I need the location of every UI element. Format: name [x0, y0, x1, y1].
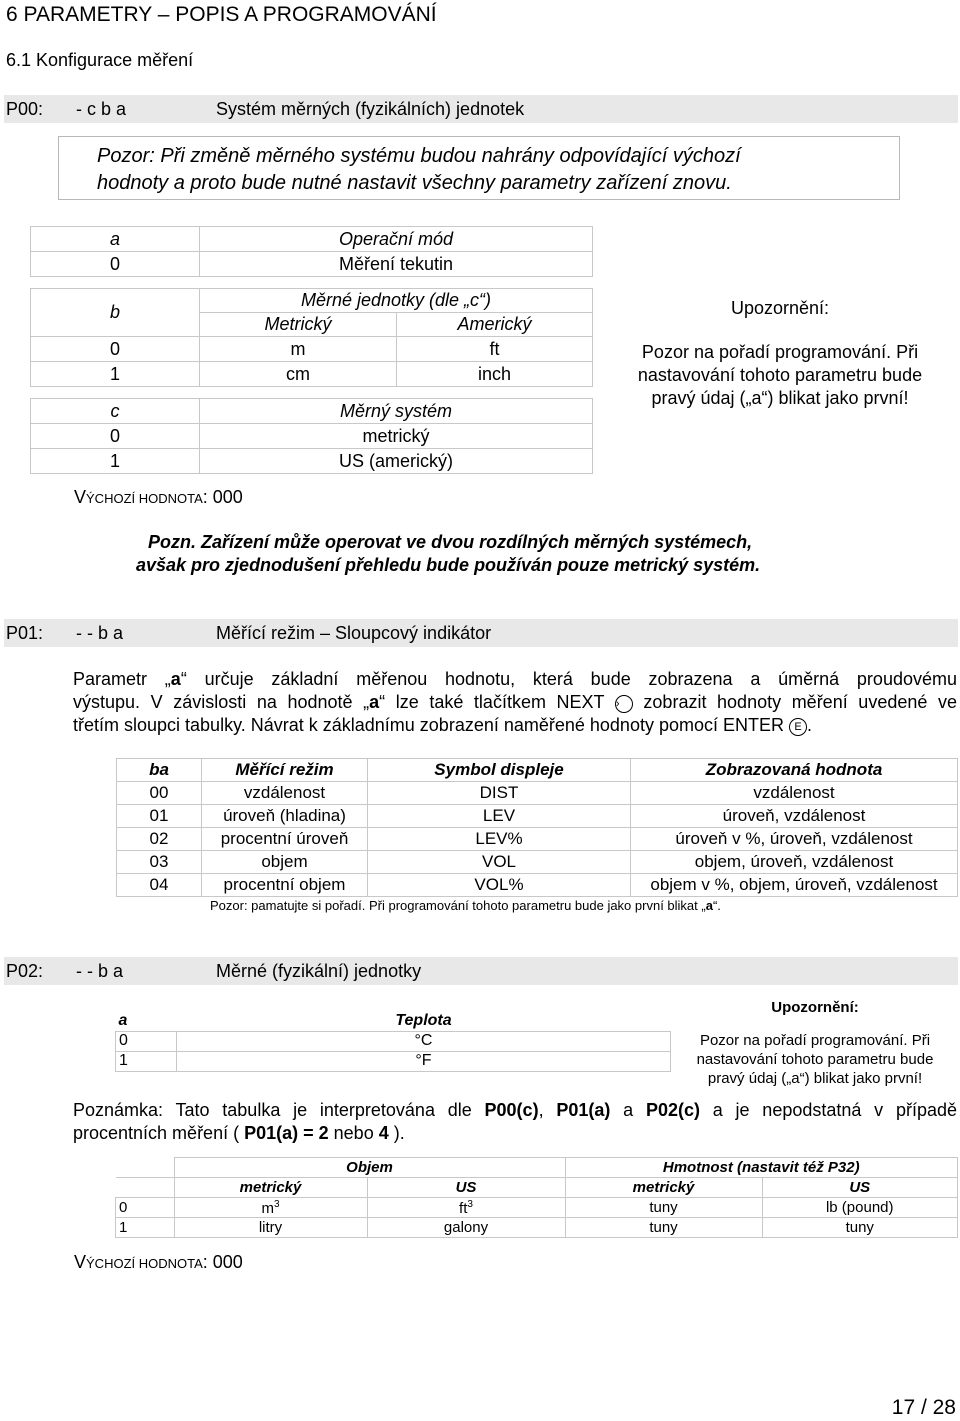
- table-operating-mode: [30, 226, 593, 277]
- table-cell: inch: [397, 362, 593, 387]
- table-cell: tuny: [762, 1218, 958, 1238]
- table-cell: vzdálenost: [631, 782, 958, 805]
- table-cell: tuny: [565, 1218, 762, 1238]
- param-mask: - c b a: [76, 99, 127, 119]
- table-header-label: Operační mód: [200, 227, 593, 252]
- table-cell: metrický: [200, 424, 593, 449]
- next-button-icon: ›: [615, 695, 633, 713]
- text: třetím sloupci tabulky. Návrat k základnímu zobrazení naměřené hodnoty pomocí ENTER: [73, 715, 784, 735]
- notice-line: Pozor na pořadí programování. Při: [641, 342, 919, 362]
- param-mask: - - b a: [76, 961, 124, 981]
- notice-line: Pozor na pořadí programování. Při: [699, 1032, 931, 1049]
- remark-line: avšak pro zjednodušení přehledu bude používán pouze metrický systém.: [136, 555, 761, 575]
- text: nebo: [328, 1123, 379, 1143]
- table-cell: 1: [116, 1051, 177, 1071]
- table-header-label: Měrné jednotky (dle „c“): [200, 289, 593, 313]
- param-title: Měrné (fyzikální) jednotky: [216, 961, 422, 981]
- text-bold: P02(c): [645, 1100, 700, 1120]
- remark-line: Pozn. Zařízení může operovat ve dvou rozdílných měrných systémech,: [148, 532, 753, 552]
- table-cell: 0: [31, 252, 200, 277]
- default-prefix: V: [74, 487, 87, 507]
- table-header-label: Teplota: [177, 1011, 671, 1031]
- table-header: ba: [117, 759, 202, 782]
- notice-line: pravý údaj („a“) blikat jako první!: [707, 1070, 923, 1087]
- table-cell: 03: [117, 851, 202, 874]
- text: a: [610, 1100, 646, 1120]
- table-subheader: US: [367, 1178, 565, 1198]
- table-group-header: Objem: [174, 1158, 565, 1178]
- table-blank: [116, 1158, 175, 1178]
- table-header: Zobrazovaná hodnota: [631, 759, 958, 782]
- subsection-heading: 6.1 Konfigurace měření: [6, 50, 194, 70]
- param-title: Systém měrných (fyzikálních) jednotek: [216, 99, 525, 119]
- param-title: Měřící režim – Sloupcový indikátor: [216, 623, 492, 643]
- param-bar-p01: [4, 619, 958, 647]
- param-bar-p02: [4, 957, 958, 985]
- table-cell: cm: [200, 362, 397, 387]
- table-subheader: metrický: [174, 1178, 367, 1198]
- table-cell: m: [200, 337, 397, 362]
- text-bold: a: [369, 692, 380, 712]
- unit-exponent: 3: [467, 1198, 473, 1210]
- warning-line: hodnoty a proto bude nutné nastavit všechny parametry zařízení znovu.: [97, 172, 732, 194]
- table-cell: tuny: [565, 1198, 762, 1218]
- table-cell: objem: [202, 851, 368, 874]
- default-value-p02: [74, 1252, 243, 1273]
- text: zobrazit hodnoty měření uvedené ve: [643, 692, 957, 712]
- notice-line: pravý údaj („a“) blikat jako první!: [651, 388, 909, 408]
- table-cell: 0: [116, 1198, 175, 1218]
- table-cell: procentní úroveň: [202, 828, 368, 851]
- enter-button-icon: E: [789, 718, 807, 736]
- text: “ lze také tlačítkem NEXT: [379, 692, 605, 712]
- table-cell: ft: [397, 337, 593, 362]
- table-header: Symbol displeje: [368, 759, 631, 782]
- table-volume-mass: [115, 1157, 958, 1238]
- warning-box: [58, 136, 900, 200]
- table-temperature: [115, 1011, 671, 1072]
- p01-footnote: [210, 898, 721, 913]
- notice-line: nastavování tohoto parametru bude: [696, 1051, 934, 1068]
- notice-box-p00: [620, 297, 940, 410]
- table-cell: 02: [117, 828, 202, 851]
- table-header: Měřící režim: [202, 759, 368, 782]
- table-cell: úroveň (hladina): [202, 805, 368, 828]
- default-prefix: V: [74, 1252, 87, 1272]
- table-cell: LEV%: [368, 828, 631, 851]
- unit-text: m: [261, 1199, 274, 1217]
- text-bold: P01(a): [556, 1100, 611, 1120]
- text-bold: 4: [378, 1123, 389, 1143]
- table-cell: litry: [174, 1218, 367, 1238]
- table-units: [30, 288, 593, 387]
- notice-title: Upozornění:: [771, 999, 859, 1016]
- table-header-key: c: [31, 399, 200, 424]
- default-caps: ÝCHOZÍ HODNOTA: [86, 491, 203, 506]
- paragraph-line: [73, 714, 957, 737]
- param-code: P01:: [6, 623, 44, 643]
- page-number: 17 / 28: [891, 1396, 956, 1419]
- table-header-key: b: [31, 289, 200, 337]
- param-code: P02:: [6, 961, 44, 981]
- table-cell: [174, 1198, 367, 1218]
- text-bold: a: [170, 669, 181, 689]
- param-bar-p00: [4, 95, 958, 123]
- table-cell: lb (pound): [762, 1198, 958, 1218]
- table-group-header: Hmotnost (nastavit též P32): [565, 1158, 958, 1178]
- table-subheader: metrický: [565, 1178, 762, 1198]
- text: “.: [712, 898, 721, 913]
- param-code: P00:: [6, 99, 44, 119]
- table-cell: DIST: [368, 782, 631, 805]
- text: “ určuje základní měřenou hodnotu, která bude zobrazena a úměrná proudovému: [180, 669, 957, 689]
- default-value-p00: [74, 487, 243, 508]
- table-subheader: Americký: [397, 313, 593, 337]
- table-cell: Měření tekutin: [200, 252, 593, 277]
- text: Pozor: pamatujte si pořadí. Při programování tohoto parametru bude jako první blikat „: [210, 898, 706, 913]
- table-cell: 1: [31, 449, 200, 474]
- text: Poznámka: Tato tabulka je interpretována dle: [73, 1100, 485, 1120]
- remark: [136, 531, 760, 577]
- table-header-label: Měrný systém: [200, 399, 593, 424]
- table-subheader: US: [762, 1178, 958, 1198]
- text: Parametr „: [73, 669, 171, 689]
- table-cell: 1: [116, 1218, 175, 1238]
- warning-line: Pozor: Při změně měrného systému budou nahrány odpovídající výchozí: [97, 145, 741, 167]
- table-cell: 01: [117, 805, 202, 828]
- table-cell: °C: [177, 1031, 671, 1051]
- table-blank: [116, 1178, 175, 1198]
- table-cell: úroveň v %, úroveň, vzdálenost: [631, 828, 958, 851]
- table-measure-system: [30, 398, 593, 474]
- text-bold: P01(a) = 2: [244, 1123, 329, 1143]
- table-subheader: Metrický: [200, 313, 397, 337]
- param-mask: - - b a: [76, 623, 124, 643]
- table-cell: 1: [31, 362, 200, 387]
- table-header-key: a: [116, 1011, 177, 1031]
- paragraph-line: [73, 691, 957, 714]
- table-header-key: a: [31, 227, 200, 252]
- table-measure-mode: [116, 758, 958, 897]
- text: ,: [538, 1100, 557, 1120]
- unit-exponent: 3: [273, 1198, 280, 1210]
- table-cell: objem, úroveň, vzdálenost: [631, 851, 958, 874]
- notice-title: Upozornění:: [730, 298, 830, 318]
- table-cell: °F: [177, 1051, 671, 1071]
- paragraph-line: [73, 668, 957, 691]
- text: procentních měření (: [73, 1123, 245, 1143]
- p02-note: [73, 1099, 957, 1145]
- section-heading: 6 PARAMETRY – POPIS A PROGRAMOVÁNÍ: [6, 3, 437, 26]
- table-cell: LEV: [368, 805, 631, 828]
- table-cell: [367, 1198, 565, 1218]
- default-caps: ÝCHOZÍ HODNOTA: [86, 1256, 203, 1271]
- table-cell: 0: [31, 424, 200, 449]
- default-value: : 000: [202, 487, 243, 507]
- table-cell: galony: [367, 1218, 565, 1238]
- p01-description: [73, 668, 957, 737]
- table-cell: 04: [117, 874, 202, 897]
- text-bold: P00(c): [484, 1100, 539, 1120]
- table-cell: VOL%: [368, 874, 631, 897]
- text-bold: a: [705, 898, 713, 913]
- default-value: : 000: [202, 1252, 243, 1272]
- table-cell: VOL: [368, 851, 631, 874]
- text: a je nepodstatná v případě: [699, 1100, 957, 1120]
- paragraph-line: [73, 1122, 957, 1145]
- table-cell: 00: [117, 782, 202, 805]
- table-cell: vzdálenost: [202, 782, 368, 805]
- text: .: [807, 715, 813, 735]
- unit-text: ft: [459, 1199, 468, 1217]
- notice-line: nastavování tohoto parametru bude: [637, 365, 923, 385]
- paragraph-line: [73, 1099, 957, 1122]
- text: ).: [388, 1123, 405, 1143]
- table-cell: úroveň, vzdálenost: [631, 805, 958, 828]
- table-cell: US (americký): [200, 449, 593, 474]
- table-cell: 0: [31, 337, 200, 362]
- table-cell: objem v %, objem, úroveň, vzdálenost: [631, 874, 958, 897]
- table-cell: 0: [116, 1031, 177, 1051]
- table-cell: procentní objem: [202, 874, 368, 897]
- text: výstupu. V závislosti na hodnotě „: [73, 692, 370, 712]
- notice-box-p02: [680, 998, 950, 1088]
